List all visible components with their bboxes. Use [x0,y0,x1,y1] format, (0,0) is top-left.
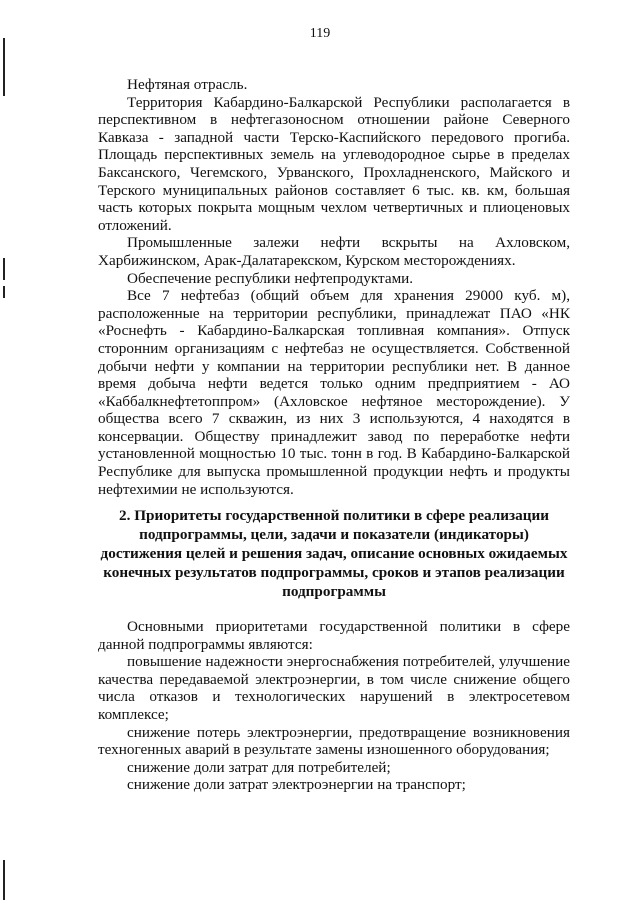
margin-mark [3,38,5,96]
list-item-transport-costs: снижение доли затрат электроэнергии на транспорт; [127,776,466,794]
paragraph-oil-depots: Все 7 нефтебаз (общий объем для хранения 29000 куб. м), расположенные на территории республики, принадлежат ПАО «НК «Роснефть - Кабардино-Балкарская топливная компания». Отпуск сторонним организациям с нефтебаз не осуществляется. Собственной добычи нефти у компании на территории республики нет. В данное время добыча нефти ведется только одним предприятием - АО «Каббалкнефтетоппром» (Ахловское нефтяное месторождение). У общества всего 7 скважин, из них 3 используются, 4 находятся в консервации. Обществу принадлежит завод по переработке нефти установленной мощностью 10 тыс. тонн в год. В Кабардино-Балкарской Республике для выпуска промышленной продукции нефть и продукты нефтехимии не используются. [98,287,570,498]
section-2-body [98,618,570,794]
section-1-body [98,76,570,498]
margin-mark [3,860,5,900]
list-item-consumer-costs: снижение доли затрат для потребителей; [127,758,391,776]
section-2-heading: 2. Приоритеты государственной политики в сфере реализации подпрограммы, цели, задачи и показатели (индикаторы) достижения целей и решения задач, описание основных ожидаемых конечных результатов подпрограммы, сроков и этапов реализации подпрограммы [100,507,568,600]
paragraph-oil-industry-title: Нефтяная отрасль. [127,76,248,93]
paragraph-oil-supply-title: Обеспечение республики нефтепродуктами. [127,269,414,287]
paragraph-priorities-intro: Основными приоритетами государственной политики в сфере данной подпрограммы являются: [98,618,570,653]
list-item-reliability: повышение надежности энергоснабжения потребителей, улучшение качества передаваемой электроэнергии, в том числе снижение общего числа отказов и технологических нарушений в электросетевом комплексе; [98,653,570,723]
paragraph-oil-deposits: Промышленные залежи нефти вскрыты на Ахловском, Харбижинском, Арак-Далатарекском, Курском месторождениях. [98,234,570,269]
list-item-loss-reduction: снижение потерь электроэнергии, предотвращение возникновения техногенных аварий в результате замены изношенного оборудования; [98,723,570,759]
margin-mark [3,286,5,298]
margin-mark [3,258,5,280]
paragraph-territory: Территория Кабардино-Балкарской Республики располагается в перспективном в нефтегазоносном отношении районе Северного Кавказа - западной части Терско-Каспийского передового прогиба. Площадь перспективных земель на углеводородное сырье в пределах Баксанского, Чегемского, Урванского, Прохладненского, Майского и Терского муниципальных районов составляет 6 тыс. кв. км, большая часть которых покрыта мощным чехлом четвертичных и плиоценовых отложений. [98,93,570,234]
page-number: 119 [309,26,331,41]
